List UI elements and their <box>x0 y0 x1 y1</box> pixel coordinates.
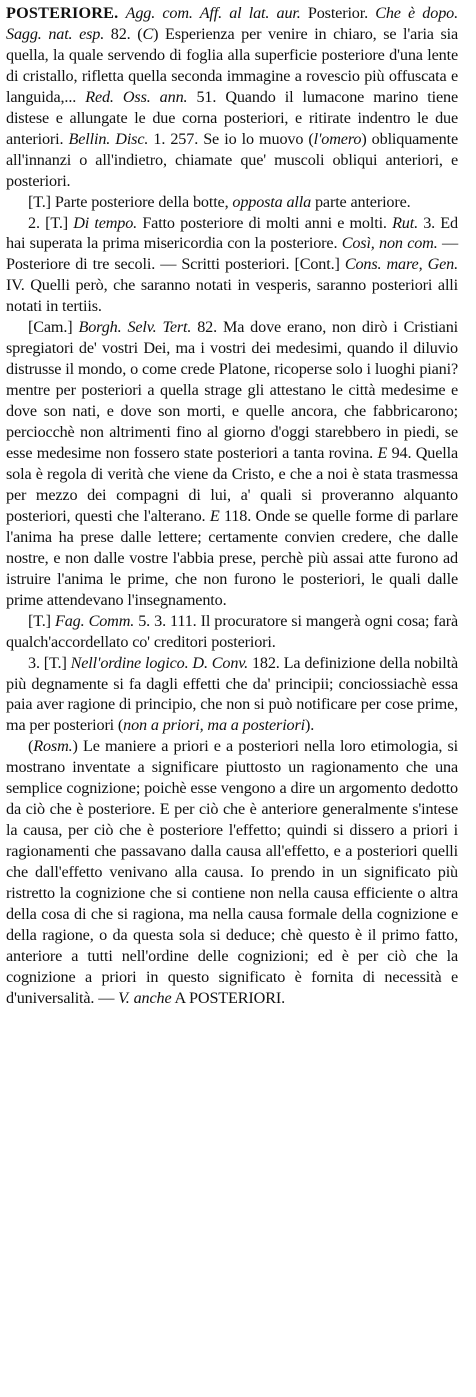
smallcaps-run: [T.] <box>28 192 51 211</box>
italic-run: Di tempo. <box>73 213 138 232</box>
text-run: parte anteriore. <box>311 192 411 211</box>
text-run: Posterior. <box>300 4 376 22</box>
italic-run: C <box>142 24 154 43</box>
entry-paragraph-botte <box>6 192 458 213</box>
italic-run: Così, non com. <box>341 234 438 253</box>
text-run: — Posteriore di tre secoli. — Scritti posteriori. [Cont.] <box>6 234 459 274</box>
italic-run: V. anche <box>118 988 172 1007</box>
italic-run: Red. Oss. ann. <box>85 87 188 106</box>
entry-paragraph-di-tempo <box>6 213 458 318</box>
text-run: 118. Onde se quelle forme di parlare l'anima ha prese dalle lettere; certamente convien credere, che dalle nostre, e non dalle vostre l'abbia prese, perchè più assai atte furono ad istruire l'anima le prime, che non furono le posteriori, le quali dalle prime attendevano l'insegnamento. <box>6 506 458 609</box>
entry-paragraph-definition <box>6 3 458 192</box>
italic-run: Fag. Comm. <box>54 611 135 630</box>
text-run: 1. 257. Se io lo muovo ( <box>148 129 314 148</box>
entry-paragraph-borghini <box>6 317 458 610</box>
text-run: 51. Quando il lumacone marino tiene distese e allungate le due corna posteriori, e ritirate indentro le due anteriori. <box>6 87 458 148</box>
italic-run: Rosm. <box>33 737 73 756</box>
smallcaps-run: [T.] <box>28 611 55 630</box>
italic-run: Rut. <box>392 213 418 232</box>
italic-run: Nell'ordine logico. D. Conv. <box>70 653 249 672</box>
text-run: Fatto posteriore di molti anni e molti. <box>137 213 393 232</box>
smallcaps-run: 3. [T.] <box>28 653 71 672</box>
italic-run: Bellin. Disc. <box>68 129 149 148</box>
italic-run: opposta alla <box>232 192 312 211</box>
italic-run: non a priori, ma a posteriori <box>123 716 305 735</box>
smallcaps-run: A POSTERIORI. <box>171 988 285 1007</box>
text-run: ) Le maniere a priori e a posteriori nella loro etimologia, si mostrano inventate a significare piuttosto un ragionamento che una semplice cognizione; poichè esse vengono a dire un argomento dedotto da ciò che è posteriore. E per ciò che è anteriore generalmente s'intese la causa, per ciò che è posteriore l'effetto; quindi si dissero a priori i ragionamenti che passavano dalla causa all'effetto, e a posteriori quelli che dall'effetto venivano alla causa. Io prendo in un significato più ristretto la cognizione che si contiene non nella causa efficiente o altra della cosa di che si ragiona, ma nella causa formale della cognizione e della ragione, o da questa sola si deduce; chè questo è il primo fatto, anteriore a tutti nell'ordine delle cognizioni; ed è per ciò che la cognizione a priori in questo significato è fornita di necessità e d'universalità. — <box>6 737 458 1007</box>
entry-paragraph-fagiuoli <box>6 611 458 653</box>
italic-run: Agg. com. Aff. al lat. aur. <box>125 4 301 22</box>
text-run: Parte posteriore della botte, <box>50 192 233 211</box>
italic-run: Borgh. Selv. Tert. <box>78 318 192 337</box>
italic-run: l'omero <box>313 129 362 148</box>
entry-paragraph-ordine-logico <box>6 653 458 737</box>
text-run: ) Esperienza per venire in chiaro, se l'aria sia quella, la quale servendo di foglia alla superficie posteriore d'una lente di cristallo, rifletta quella seconda immagine a rovescio più offuscata e languida,... <box>6 24 459 106</box>
entry-headword: POSTERIORE. <box>6 4 119 22</box>
italic-run: Che è dopo. Sagg. nat. esp. <box>6 4 458 43</box>
text-run: ) obliquamente all'innanzi o all'indietro, chiamate que' muscoli obliqui anteriori, e posteriori. <box>6 129 458 190</box>
text-run: 5. 3. 111. Il procuratore si mangerà ogni cosa; farà qualch'accordellato co' creditori posteriori. <box>6 611 458 651</box>
smallcaps-run: 2. [T.] <box>28 213 74 232</box>
entry-paragraph-rosmini <box>6 736 458 1008</box>
text-run: ). <box>305 716 315 735</box>
text-run: 82. ( <box>104 24 143 43</box>
italic-run: Cons. mare, Gen. <box>344 255 458 274</box>
text-run: 82. Ma dove erano, non dirò i Cristiani spregiatori de' vostri Dei, ma i vostri dei medesimi, quando il diluvio distrusse il mondo, o come crede Platone, ricoperse solo i luoghi piani? mentre per posteriori a quella strage gli attestano le città medesime e dove son nati, e dove son morti, e quelle ancora, che fabbricarono; perciocchè non altrimenti fino al giorno d'oggi starebbero in piedi, se esse medesime non fossero state posteriori a tanta rovina. <box>6 318 458 463</box>
italic-run: E <box>377 444 388 463</box>
italic-run: E <box>209 506 220 525</box>
text-run: 3. Ed hai superata la prima misericordia con la posteriore. <box>6 213 458 253</box>
text-run: [Cam.] <box>28 318 79 337</box>
text-run: 182. La definizione della nobiltà più degnamente si fa dagli effetti che da' principii; conciossiachè essa paia aver ragione di principio, che non si può notificare per cose prime, ma per posteriori ( <box>6 653 458 735</box>
text-run: IV. Quelli però, che saranno notati in vesperis, saranno posteriori alli notati in tertiis. <box>6 276 458 316</box>
text-run: 94. Quella sola è regola di verità che viene da Cristo, e che a noi è stata trasmessa per mezzo dei compagni di lui, a' quali si proveranno alquanto posteriori, questi che l'alterano. <box>6 444 459 525</box>
text-run: ( <box>28 737 34 756</box>
